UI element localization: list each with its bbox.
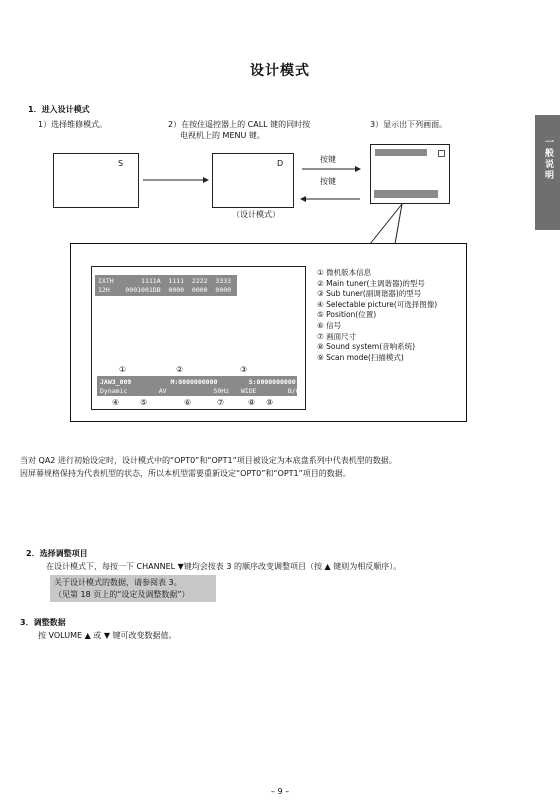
osd-callout-7: ⑦ [217, 398, 225, 407]
legend-item: ② Main tuner(主调谐器)的型号 [317, 278, 425, 288]
tv-screen-service-label: S [118, 159, 124, 168]
key-label-bottom: 按键 [320, 177, 336, 186]
osd-callout-4: ④ [112, 398, 120, 407]
step1-heading: 1．进入设计模式 [28, 105, 90, 114]
legend-item: ③ Sub tuner(副调谐器)的型号 [317, 289, 422, 299]
legend-item: ⑤ Position(位置) [317, 310, 377, 320]
osd-legend [317, 268, 437, 363]
osd-row1: IXTH 1111A 1111 2222 3333 4444 [98, 277, 255, 285]
osd-callout-panel [70, 243, 467, 422]
osd-row2: 12H 0001001DB 0000 0000 0000 0000 [98, 286, 255, 294]
design-mode-caption: （设计模式） [232, 210, 280, 219]
osd-callout-5: ⑤ [140, 398, 148, 407]
step2-heading: 2．选择调整项目 [26, 549, 88, 558]
tv-screen-design-label: D [277, 159, 284, 168]
osd-callout-8: ⑧ [248, 398, 256, 407]
osd-callout-2: ② [176, 365, 184, 374]
step1-sub2-line2: 电视机上的 MENU 键。 [180, 131, 265, 140]
step2-body: 在设计模式下，每按一下 CHANNEL ▼键均会按表 3 的顺序改变调整项目（按 ▲ 键则为相反顺序）。 [46, 562, 402, 571]
step2-note-line2: （见第 18 页上的“设定及调整数据”） [54, 590, 190, 599]
step2-note-box [50, 575, 216, 602]
legend-item: ④ Selectable picture(可选择图像) [317, 299, 438, 309]
legend-item: ⑥ 信号 [317, 320, 342, 330]
step1-sub1: 1）选择维修模式。 [38, 120, 108, 129]
osd-callout-9: ⑨ [266, 398, 274, 407]
key-label-top: 按键 [320, 155, 336, 164]
osd-top-block [95, 275, 255, 296]
osd-callout-3: ③ [240, 365, 248, 374]
step3-body: 按 VOLUME ▲ 或 ▼ 键可改变数据值。 [38, 631, 177, 640]
legend-item: ⑦ 画面尺寸 [317, 331, 357, 341]
osd-line1: JAW3_009 M:0000000000 S:0000000000 [100, 378, 296, 386]
paragraph-line2: 因屏幕规格保持为代表机型的状态，所以本机型需要重新设定“OPT0”和“OPT1”项目的数据。 [20, 469, 351, 478]
osd-bottom-block [97, 376, 331, 396]
page-number: – 9 – [270, 787, 290, 796]
legend-item: ⑨ Scan mode(扫描模式) [317, 352, 404, 362]
step3-heading: 3．调整数据 [20, 618, 66, 627]
paragraph-line1: 当对 QA2 进行初始设定时，设计模式中的“OPT0”和“OPT1”项目被设定为本底盘系列中代表机型的数据。 [20, 456, 397, 465]
osd-callout-1: ① [119, 365, 127, 374]
page-title: 设计模式 [250, 63, 310, 79]
legend-item: ① 微机版本信息 [317, 268, 372, 277]
step1-sub3: 3）显示出下列画面。 [370, 120, 448, 129]
side-tab-label: 一般说明 [543, 137, 553, 181]
step2-note-line1: 关于设计模式的数据，请参阅表 3。 [54, 578, 182, 587]
osd-callout-6: ⑥ [184, 398, 192, 407]
osd-line2: Dynamic AV 50Hz WIDE B/G 100Hz [100, 387, 331, 395]
legend-item: ⑧ Sound system(音响系统) [317, 342, 416, 352]
step1-sub2-line1: 2）在按住遥控器上的 CALL 键的同时按 [168, 120, 311, 129]
